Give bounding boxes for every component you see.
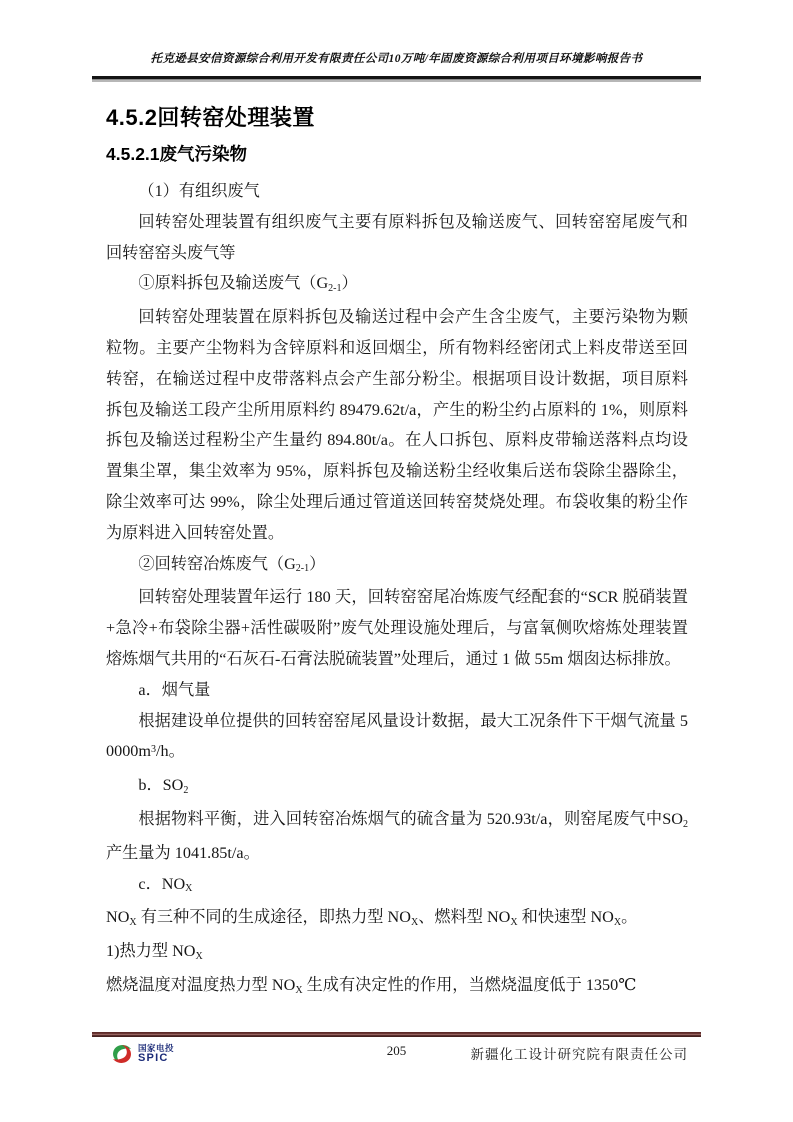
text-run: 和快速型 NO [517,908,614,927]
text-run: （1）有组织废气 [138,182,260,200]
paragraph [106,770,688,804]
sub-text-run: X [510,917,518,929]
footer-rule [92,1032,701,1037]
sub-text-run: X [185,883,193,895]
paragraph [106,549,688,583]
text-run: 根据物料平衡，进入回转窑冶炼烟气的硫含量为 520.93t/a，则窑尾废气中SO [138,809,683,828]
sub-text-run: X [295,984,303,996]
paragraph [106,582,688,674]
sub-text-run: 2-1 [295,563,310,575]
section-heading: 4.5.2回转窑处理装置 [106,105,315,130]
sub-text-run: X [195,950,203,962]
paragraph [106,268,688,302]
paragraph [106,706,688,771]
page-header-title: 托克逊县安信资源综合利用开发有限责任公司10万吨/年固废资源综合利用项目环境影响报告书 [150,53,643,65]
text-run: 回转窑处理装置年运行 180 天，回转窑窑尾冶炼废气经配套的“SCR 脱硝装置+急冷+布袋除尘器+活性碳吸附”废气处理设施处理后，与富氧侧吹熔炼处理装置熔炼烟气共用的“石灰石-石膏法脱硫装置”处理后，通过 1 做 55m 烟囱达标排放。 [106,588,688,668]
text-run: c．NO [138,874,186,893]
paragraph [106,936,688,970]
sub-text-run: 2 [682,818,688,830]
text-run: 燃烧温度对温度热力型 NO [106,975,296,994]
footer-company-name: 新疆化工设计研究院有限责任公司 [470,1047,688,1062]
paragraph [106,675,688,706]
text-run: 回转窑处理装置在原料拆包及输送过程中会产生含尘废气，主要污染物为颗粒物。主要产尘物料为含锌原料和返回烟尘，所有物料经密闭式上料皮带送至回转窑，在输送过程中皮带落料点会产生部分粉尘。根据项目设计数据，项目原料拆包及输送工段产尘所用原料约 89479.62t/a，产生的粉尘约占原料的 1%，则原料拆包及输送过程粉尘产生量约 894.80t/a。在人口拆包、原料皮带输送落料点均设置集尘罩，集尘效率为 95%，原料拆包及输送粉尘经收集后送布袋除尘器除尘，除尘效率可达 99%，除尘处理后通过管道送回转窑焚烧处理。布袋收集的粉尘作为原料进入回转窑处置。 [106,308,688,542]
sub-text-run: X [129,917,137,929]
text-run: 、燃料型 NO [418,908,511,927]
text-run: a．烟气量 [138,680,211,699]
logo-text-cn: 国家电投 [138,1042,175,1053]
text-run: NO [106,908,130,927]
sub-text-run: X [613,917,622,929]
text-run: 根据建设单位提供的回转窑窑尾风量设计数据，最大工况条件下干烟气流量 50000m [106,711,688,761]
text-run: /h。 [155,742,185,761]
text-run: ） [309,554,326,573]
paragraph [106,804,688,869]
paragraph [106,902,688,936]
paragraph [106,207,688,269]
sup-text-run: 3 [150,743,156,755]
text-run: 回转窑处理装置有组织废气主要有原料拆包及输送废气、回转窑窑尾废气和回转窑窑头废气等 [106,212,688,262]
paragraph [106,176,688,207]
text-run: 有三种不同的生成途径，即热力型 NO [136,908,411,927]
sub-text-run: 2-1 [328,283,342,295]
subsection-heading: 4.5.2.1废气污染物 [106,144,248,164]
page-number: 205 [386,1043,407,1058]
paragraph [106,302,688,548]
sub-text-run: 2 [183,784,189,796]
sub-text-run: X [410,917,419,929]
header-rule [92,76,701,82]
text-run: 产生量为 1041.85t/a。 [106,843,260,862]
paragraph [106,970,688,1004]
text-run: ） [341,274,358,293]
document-body [106,176,688,1004]
text-run: ②回转窑冶炼废气（G [138,554,296,573]
document-content [106,104,688,1004]
text-run: ①原料拆包及输送废气（G [138,274,329,293]
text-run: 生成有决定性的作用，当燃烧温度低于 1350℃ [302,975,637,994]
text-run: 1)热力型 NO [106,942,196,961]
text-run: b．SO [138,776,184,795]
logo-text-en: SPIC [138,1052,169,1065]
paragraph [106,869,688,903]
text-run: 。 [621,908,638,927]
